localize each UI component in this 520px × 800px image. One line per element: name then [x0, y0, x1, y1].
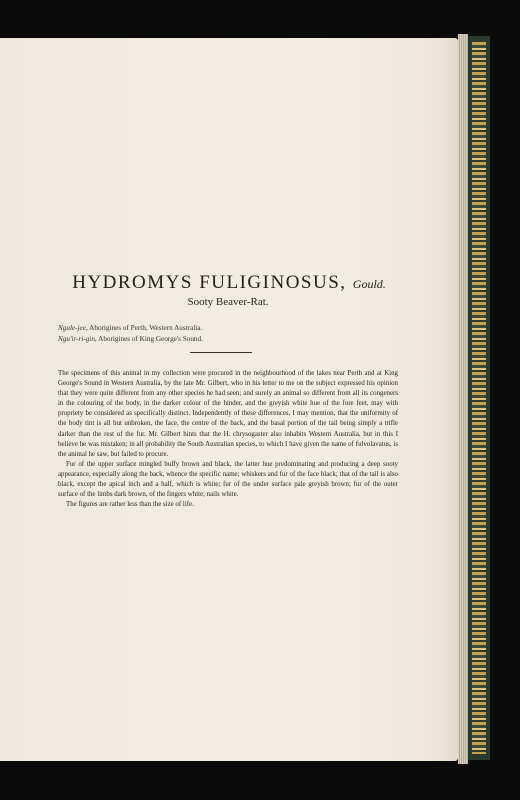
synonym-entry: Ngu'ir-ri-gin, Aborigines of King George's Sound. — [58, 335, 203, 343]
page-edges — [458, 34, 468, 764]
paragraph: Fur of the upper surface mingled buffy brown and black, the latter hue predominating and producing a deep sooty appearance, especially along the back, whence the specific name; whiskers and fur of the face black; that of the tail is also black, except the apical inch and a half, which is white; fur of the under surface pale greyish brown; fur of the outer surface of the limbs dark brown, of the fingers white; nails white. — [58, 460, 398, 499]
synonym-list — [58, 323, 398, 345]
synonym-entry: Ngule-jee, Aborigines of Perth, Western Australia. — [58, 324, 203, 332]
description-text — [58, 369, 398, 510]
common-name: Sooty Beaver-Rat. — [187, 296, 269, 308]
species-name: HYDROMYS FULIGINOSUS, — [72, 272, 347, 293]
species-title — [50, 272, 408, 294]
paragraph: The figures are rather less than the size of life. — [66, 501, 194, 509]
binding-ornament — [472, 42, 486, 754]
decorative-binding — [468, 36, 490, 760]
species-author: Gould. — [352, 277, 386, 291]
paragraph: The specimens of this animal in my collection were procured in the neighbourhood of the lakes near Perth and at King George's Sound in Western Australia, by the late Mr. Gilbert, who in his letter to me on the subject expressed his opinion that they were quite different from any other species he had seen; and surely an animal so different from all its congeners in the colouring of the body, in the darker colour of the hinder, and the greyish white hue of the fore feet, may with propriety be considered as specifically distinct. Independently of these differences, I may mention, that the uniformity of the body tint is all but unbroken, the face, the centre of the back, and the basal portion of the tail being simply a trifle darker than the rest of the fur. Mr. Gilbert hints that the H. chrysogaster also inhabits Western Australia, but in this I believe he was mistaken; in all probability the South Australian species, to which I have given the name of fulvolavatus, is the animal he saw, but failed to procure. — [58, 370, 398, 458]
divider — [190, 352, 252, 353]
